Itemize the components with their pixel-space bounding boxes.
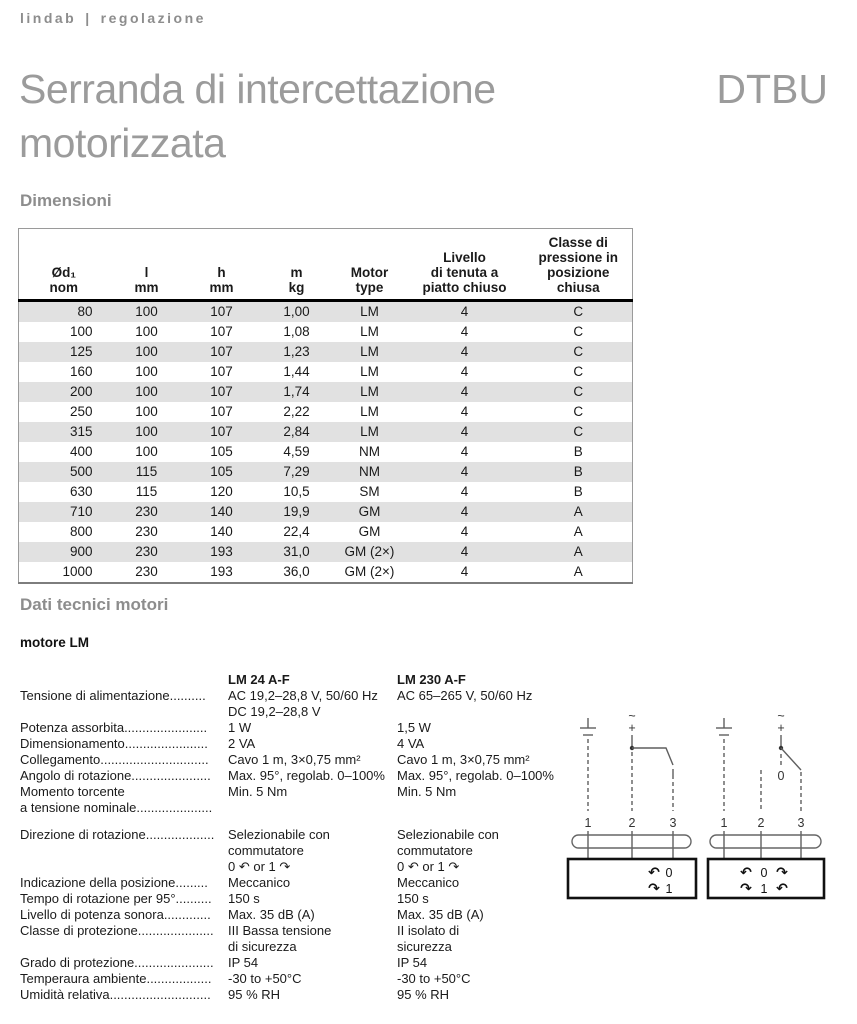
table-cell: 107	[210, 364, 233, 379]
table-cell: 140	[210, 504, 233, 519]
spec-label-line: Angolo di rotazione......................	[20, 768, 211, 783]
table-cell: 107	[210, 404, 233, 419]
table-cell: 100	[69, 324, 93, 339]
wiring-diagrams	[566, 708, 826, 900]
spec-value-line: 1 W	[228, 720, 252, 735]
table-cell: C	[573, 324, 584, 339]
table-cell: 800	[69, 524, 93, 539]
spec-value-lm230	[397, 875, 560, 891]
table-cell: 4	[460, 444, 469, 459]
spec-row	[20, 955, 560, 971]
brand-category: regolazione	[100, 10, 206, 26]
column-header	[109, 229, 185, 301]
table-cell: LM	[360, 364, 379, 379]
table-cell: 105	[210, 444, 233, 459]
spec-value-line: 0 ↶ or 1 ↷	[228, 859, 291, 874]
spec-value-line: -30 to +50°C	[397, 971, 471, 986]
column-header	[19, 229, 109, 301]
table-cell: 100	[135, 324, 158, 339]
spec-value-line: III Bassa tensione	[228, 923, 332, 938]
table-cell: 1000	[62, 564, 93, 579]
spec-label-line: Grado di protezione......................	[20, 955, 214, 970]
table-cell: 22,4	[283, 524, 310, 539]
spec-value-lm24	[228, 923, 397, 955]
table-row	[19, 562, 633, 583]
table-row	[19, 502, 633, 522]
spec-row	[20, 987, 560, 1003]
cw-rotation-icon: ↷	[740, 881, 752, 897]
column-header	[405, 229, 525, 301]
table-cell: 4	[460, 544, 469, 559]
table-cell: 1,00	[283, 304, 310, 319]
spec-value-lm24	[228, 987, 397, 1003]
table-cell: 100	[135, 444, 158, 459]
table-cell: 710	[69, 504, 93, 519]
table-cell: 4	[460, 564, 469, 579]
table-cell: 230	[135, 504, 158, 519]
table-cell: 10,5	[283, 484, 310, 499]
spec-value-line: Selezionabile con	[228, 827, 330, 842]
table-cell: LM	[360, 424, 379, 439]
table-cell: A	[573, 504, 583, 519]
table-cell: 80	[77, 304, 93, 319]
table-row	[19, 422, 633, 442]
table-cell: 100	[135, 344, 158, 359]
table-cell: LM	[360, 384, 379, 399]
table-cell: C	[573, 344, 584, 359]
spec-label-line: Collegamento..............................	[20, 752, 209, 767]
table-cell: 4	[460, 344, 469, 359]
table-row	[19, 542, 633, 562]
table-row	[19, 301, 633, 323]
table-cell: 4	[460, 524, 469, 539]
table-cell: 115	[135, 464, 158, 479]
column-header-line: mm	[209, 280, 234, 295]
table-cell: GM (2×)	[344, 544, 395, 559]
spec-label-cell	[20, 827, 228, 875]
table-cell: B	[573, 444, 583, 459]
table-cell: C	[573, 364, 584, 379]
rotation-value: 0	[665, 866, 673, 880]
table-cell: 4	[460, 464, 469, 479]
spec-value-line: 4 VA	[397, 736, 425, 751]
table-cell: A	[573, 564, 583, 579]
table-cell: 107	[210, 384, 233, 399]
table-cell: 200	[69, 384, 93, 399]
table-cell: 4	[460, 324, 469, 339]
table-cell: LM	[360, 344, 379, 359]
column-header-line: di tenuta a	[430, 265, 499, 280]
spec-row	[20, 752, 560, 768]
table-cell: LM	[360, 324, 379, 339]
spec-label-cell	[20, 784, 228, 816]
table-cell: 107	[210, 324, 233, 339]
spec-value-line: 0 ↶ or 1 ↷	[397, 859, 460, 874]
spec-label-line: Direzione di rotazione...................	[20, 827, 215, 842]
table-cell: SM	[359, 484, 380, 499]
spec-value-line: Max. 35 dB (A)	[397, 907, 484, 922]
table-cell: 100	[135, 364, 158, 379]
spec-value-lm230	[397, 907, 560, 923]
spec-label-cell	[20, 875, 228, 891]
spec-value-line: IP 54	[228, 955, 259, 970]
spec-label-line: Indicazione della posizione.........	[20, 875, 208, 890]
table-cell: 107	[210, 424, 233, 439]
table-cell: 100	[135, 424, 158, 439]
table-cell: 4	[460, 304, 469, 319]
actuator-box	[568, 859, 696, 898]
spec-label-line: Dimensionamento.......................	[20, 736, 208, 751]
ground-icon	[716, 718, 732, 735]
spec-label-cell	[20, 672, 228, 688]
spec-value-lm230	[397, 891, 560, 907]
brand-logo: lindab	[20, 10, 77, 26]
column-header-line: posizione chiusa	[547, 265, 610, 295]
spec-value-line: IP 54	[397, 955, 428, 970]
spec-value-lm230	[397, 987, 560, 1003]
column-header-line: h	[217, 265, 226, 280]
table-cell: 120	[210, 484, 233, 499]
spec-value-lm230	[397, 971, 560, 987]
column-header-line: l	[144, 265, 149, 280]
ccw-rotation-icon: ↶	[740, 865, 752, 881]
table-cell: B	[573, 464, 583, 479]
switch-blade	[632, 748, 673, 765]
spec-value-line: 150 s	[228, 891, 260, 906]
cw-rotation-icon: ↷	[776, 865, 788, 881]
dimensions-table-wrap	[18, 228, 632, 584]
spec-value-lm230	[397, 768, 560, 784]
column-header-line: type	[355, 280, 384, 295]
page-title-line1: Serranda di intercettazione	[19, 66, 496, 112]
spec-label-line: a tensione nominale.....................	[20, 800, 213, 815]
terminal-label: 1	[584, 816, 592, 830]
terminal-label: 3	[669, 816, 677, 830]
table-row	[19, 402, 633, 422]
ccw-rotation-icon: ↶	[776, 881, 788, 897]
spec-value-line: Selezionabile con	[397, 827, 499, 842]
table-cell: 140	[210, 524, 233, 539]
table-cell: GM	[358, 524, 381, 539]
spec-value-line: Cavo 1 m, 3×0,75 mm²	[397, 752, 530, 767]
spec-value-lm24	[228, 907, 397, 923]
dimensions-table	[18, 228, 633, 584]
table-row	[19, 522, 633, 542]
spec-label-cell	[20, 720, 228, 736]
spec-row	[20, 891, 560, 907]
table-cell: 630	[69, 484, 93, 499]
spec-value-line: DC 19,2–28,8 V	[228, 704, 321, 719]
spec-value-line: II isolato di	[397, 923, 460, 938]
spec-value-lm24	[228, 971, 397, 987]
spec-label-cell	[20, 891, 228, 907]
spec-label-line: Tempo di rotazione per 95°..........	[20, 891, 212, 906]
spec-value-line: Cavo 1 m, 3×0,75 mm²	[228, 752, 361, 767]
spec-label-cell	[20, 987, 228, 1003]
spec-header-row	[20, 672, 560, 688]
table-cell: 230	[135, 564, 158, 579]
motor-subheading: motore LM	[20, 635, 89, 650]
spec-label-cell	[20, 923, 228, 955]
spec-value-lm230	[397, 955, 560, 971]
table-cell: A	[573, 524, 583, 539]
wiring-diagram-lm24	[566, 708, 698, 900]
ac-symbol: ~	[628, 709, 636, 723]
table-cell: 4	[460, 404, 469, 419]
table-row	[19, 382, 633, 402]
table-row	[19, 482, 633, 502]
spec-value-line: Max. 35 dB (A)	[228, 907, 315, 922]
column-header-line: Classe di	[548, 235, 608, 250]
column-header-line: Motor	[350, 265, 389, 280]
spec-label-line: Potenza assorbita.......................	[20, 720, 208, 735]
table-cell: 500	[69, 464, 93, 479]
spec-value-line: sicurezza	[397, 939, 452, 954]
table-cell: B	[573, 484, 583, 499]
column-header-line: Livello	[443, 250, 486, 265]
table-row	[19, 322, 633, 342]
table-cell: 105	[210, 464, 233, 479]
spec-row	[20, 720, 560, 736]
cable-gland	[710, 835, 821, 848]
table-cell: 100	[135, 384, 158, 399]
table-cell: 4	[460, 484, 469, 499]
column-header	[185, 229, 259, 301]
spec-value-lm230	[397, 688, 560, 720]
column-header-line: mm	[134, 280, 159, 295]
table-cell: GM (2×)	[344, 564, 395, 579]
table-cell: 31,0	[283, 544, 310, 559]
switch-blade	[781, 748, 801, 770]
spec-value-lm24	[228, 752, 397, 768]
spec-value-lm230	[397, 827, 560, 875]
spec-value-lm24	[228, 736, 397, 752]
table-cell: 400	[69, 444, 93, 459]
table-cell: 2,84	[283, 424, 310, 439]
table-cell: 4	[460, 384, 469, 399]
spec-value-lm24	[228, 768, 397, 784]
table-cell: 100	[135, 304, 158, 319]
spec-value-lm230	[397, 784, 560, 816]
product-code: DTBU	[716, 66, 828, 112]
column-header-line: piatto chiuso	[422, 280, 507, 295]
spec-value-line: AC 19,2–28,8 V, 50/60 Hz	[228, 688, 378, 703]
column-header	[335, 229, 405, 301]
rotation-value: 1	[665, 882, 673, 896]
spec-value-line: 1,5 W	[397, 720, 431, 735]
table-cell: 315	[69, 424, 93, 439]
column-header-line: nom	[49, 280, 78, 295]
spec-label-cell	[20, 955, 228, 971]
table-cell: 2,22	[283, 404, 310, 419]
plus-symbol: +	[777, 721, 785, 735]
table-cell: 1,08	[283, 324, 310, 339]
table-cell: 19,9	[283, 504, 310, 519]
spec-value-line: di sicurezza	[228, 939, 297, 954]
switch-off-label: 0	[777, 769, 785, 783]
wiring-diagram-lm230	[706, 708, 826, 900]
spec-value-line: Meccanico	[397, 875, 460, 890]
cw-rotation-icon: ↷	[648, 881, 660, 897]
table-cell: 125	[69, 344, 93, 359]
terminal-label: 2	[628, 816, 636, 830]
spec-value-line: Meccanico	[228, 875, 291, 890]
spec-row	[20, 923, 560, 955]
spec-value-line: Max. 95°, regolab. 0–100%	[397, 768, 554, 783]
table-cell: 193	[210, 564, 233, 579]
spec-value-lm24	[228, 891, 397, 907]
spec-value-lm230	[397, 752, 560, 768]
brand-header	[20, 10, 206, 26]
table-cell: 1,44	[283, 364, 310, 379]
table-cell: GM	[358, 504, 381, 519]
column-header-line: pressione in	[538, 250, 619, 265]
table-cell: 7,29	[283, 464, 310, 479]
motor-column-header: LM 24 A-F	[228, 672, 290, 687]
technical-heading: Dati tecnici motori	[20, 595, 169, 614]
spec-label-line: Momento torcente	[20, 784, 125, 799]
spec-value-lm24	[228, 688, 397, 720]
spec-value-line: AC 65–265 V, 50/60 Hz	[397, 688, 533, 703]
spec-row	[20, 907, 560, 923]
rotation-value: 0	[760, 866, 768, 880]
spec-label-line: Classe di protezione.....................	[20, 923, 214, 938]
table-cell: 107	[210, 344, 233, 359]
table-cell: 230	[135, 524, 158, 539]
spec-value-lm24	[228, 720, 397, 736]
table-row	[19, 442, 633, 462]
column-header-line: kg	[288, 280, 305, 295]
terminal-label: 1	[720, 816, 728, 830]
spec-value-line: 150 s	[397, 891, 429, 906]
ground-icon	[580, 718, 596, 735]
spec-value-line: -30 to +50°C	[228, 971, 302, 986]
table-cell: NM	[359, 464, 380, 479]
table-row	[19, 362, 633, 382]
spec-label-line: Temperaura ambiente..................	[20, 971, 212, 986]
table-cell: 4	[460, 424, 469, 439]
table-cell: LM	[360, 304, 379, 319]
spec-label-cell	[20, 768, 228, 784]
spec-row	[20, 971, 560, 987]
table-cell: 36,0	[283, 564, 310, 579]
spec-label-cell	[20, 907, 228, 923]
spec-row	[20, 768, 560, 784]
spec-value-line: Min. 5 Nm	[228, 784, 288, 799]
spec-value-lm230	[397, 720, 560, 736]
spec-label-cell	[20, 688, 228, 720]
table-cell: C	[573, 304, 584, 319]
technical-spec-grid	[20, 672, 560, 1003]
spec-value-line: Min. 5 Nm	[397, 784, 457, 799]
column-header-line: Ød₁	[51, 265, 76, 280]
spec-value-lm24	[228, 955, 397, 971]
spec-label-line: Livello di potenza sonora.............	[20, 907, 211, 922]
page-title-line2: motorizzata	[19, 120, 226, 166]
table-cell: 100	[135, 404, 158, 419]
table-cell: LM	[360, 404, 379, 419]
table-cell: 900	[69, 544, 93, 559]
terminal-label: 3	[797, 816, 805, 830]
spec-label-cell	[20, 752, 228, 768]
brand-separator: |	[85, 10, 92, 26]
spec-label-line: Umidità relativa............................	[20, 987, 211, 1002]
table-cell: 1,23	[283, 344, 310, 359]
table-row	[19, 342, 633, 362]
spec-label-cell	[20, 736, 228, 752]
column-header	[525, 229, 633, 301]
table-row	[19, 462, 633, 482]
spec-value-lm230	[397, 736, 560, 752]
spec-value-line: Max. 95°, regolab. 0–100%	[228, 768, 385, 783]
table-cell: A	[573, 544, 583, 559]
table-cell: C	[573, 404, 584, 419]
spec-value-line: 2 VA	[228, 736, 256, 751]
spec-value-line: 95 % RH	[228, 987, 281, 1002]
table-cell: 4	[460, 504, 469, 519]
column-header	[259, 229, 335, 301]
spec-value-line: 95 % RH	[397, 987, 450, 1002]
table-cell: 4	[460, 364, 469, 379]
spec-row	[20, 784, 560, 816]
spec-value-lm24	[228, 827, 397, 875]
table-cell: 230	[135, 544, 158, 559]
spec-value-lm24	[228, 784, 397, 816]
motor-column-header: LM 230 A-F	[397, 672, 466, 687]
table-cell: 160	[69, 364, 93, 379]
plus-symbol: +	[628, 721, 636, 735]
table-cell: 107	[210, 304, 233, 319]
table-cell: C	[573, 384, 584, 399]
terminal-label: 2	[757, 816, 765, 830]
table-cell: 193	[210, 544, 233, 559]
spec-row	[20, 688, 560, 720]
spec-row	[20, 827, 560, 875]
table-cell: 250	[69, 404, 93, 419]
table-header-row	[19, 229, 633, 301]
table-cell: 1,74	[283, 384, 310, 399]
dimensions-heading: Dimensioni	[20, 191, 112, 210]
spec-value-line: commutatore	[228, 843, 304, 858]
table-cell: 115	[135, 484, 158, 499]
spec-value-lm230	[397, 923, 560, 955]
spec-row	[20, 875, 560, 891]
column-header-line: m	[290, 265, 303, 280]
ccw-rotation-icon: ↶	[648, 865, 660, 881]
spec-row	[20, 736, 560, 752]
spec-value-line: commutatore	[397, 843, 473, 858]
rotation-value: 1	[760, 882, 768, 896]
table-cell: NM	[359, 444, 380, 459]
ac-symbol: ~	[777, 709, 785, 723]
spec-label-cell	[20, 971, 228, 987]
table-cell: C	[573, 424, 584, 439]
spec-value-lm24	[228, 875, 397, 891]
table-cell: 4,59	[283, 444, 310, 459]
spec-label-line: Tensione di alimentazione..........	[20, 688, 206, 703]
